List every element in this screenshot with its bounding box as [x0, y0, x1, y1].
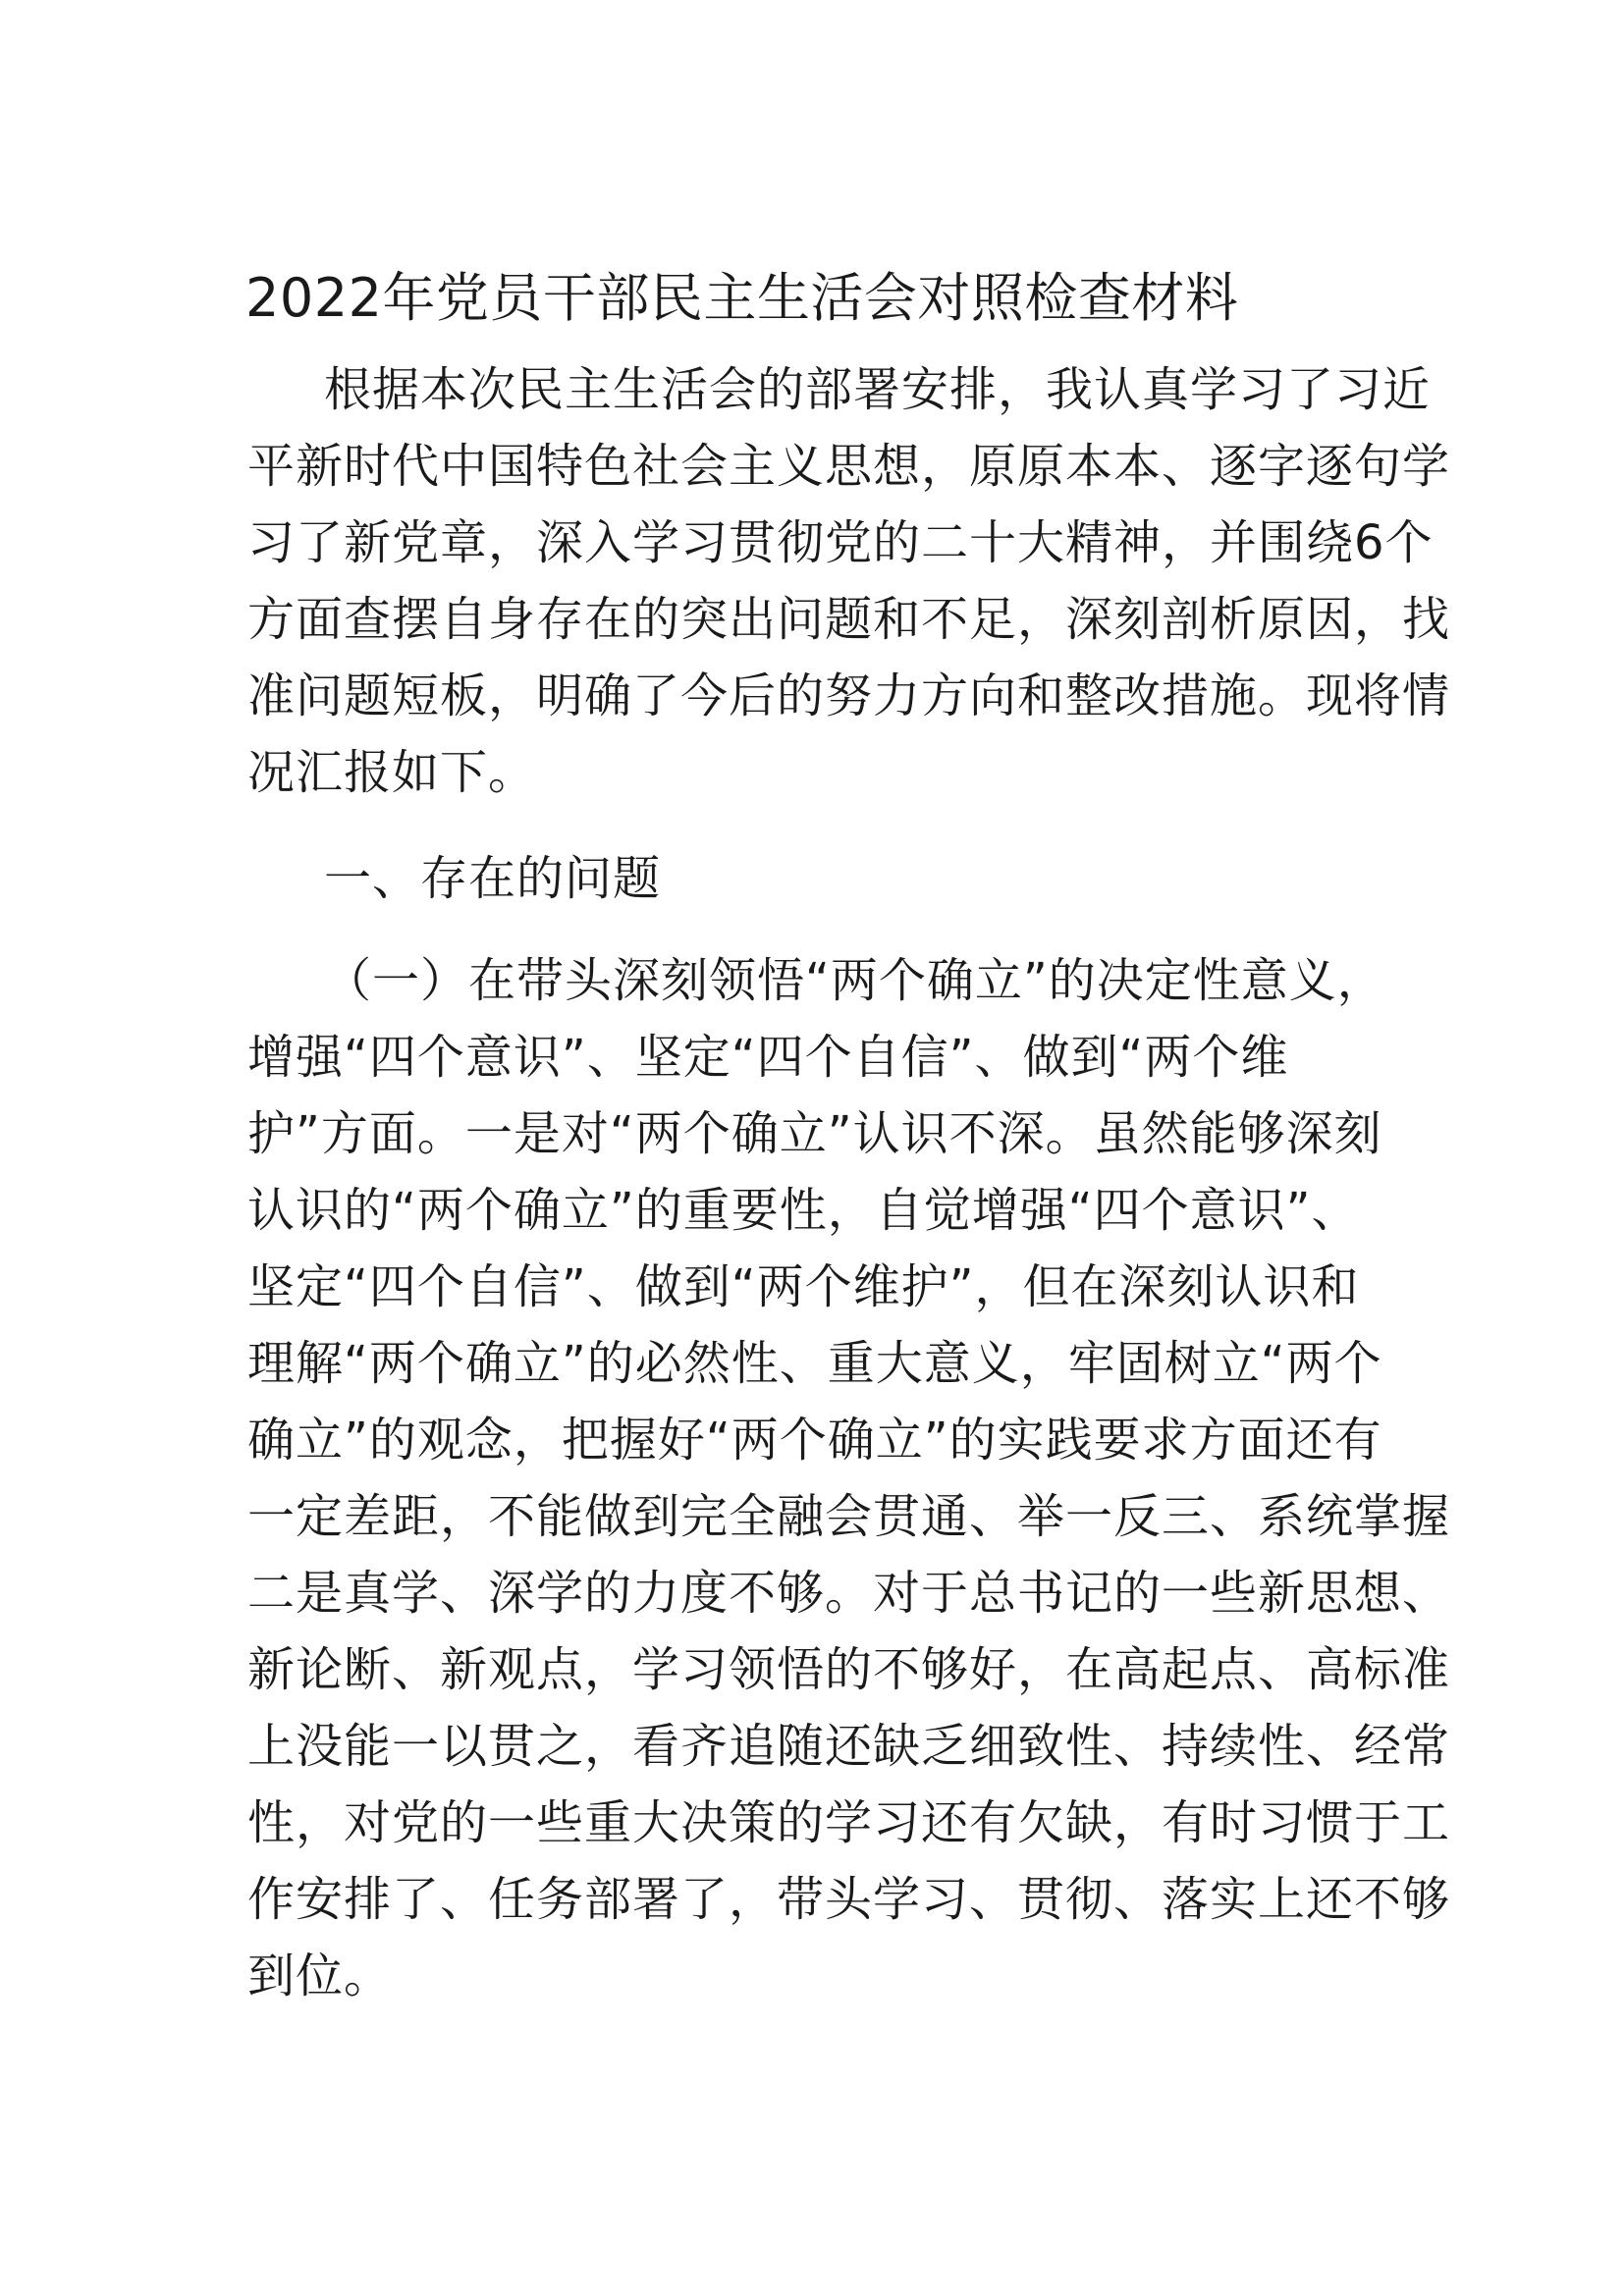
- subsection-line: （一）在带头深刻领悟“两个确立”的决定性意义，: [324, 953, 1385, 1008]
- paragraph-line: 确立”的观念，把握好“两个确立”的实践要求方面还有: [247, 1413, 1382, 1468]
- paragraph-line: 平新时代中国特色社会主义思想，原原本本、逐字逐句学: [247, 439, 1451, 494]
- paragraph-line: 新论断、新观点，学习领悟的不够好，在高起点、高标准: [247, 1642, 1451, 1697]
- paragraph-line: 习了新党章，深入学习贯彻党的二十大精神，并围绕6个: [247, 515, 1434, 570]
- paragraph-line: 二是真学、深学的力度不够。对于总书记的一些新思想、: [247, 1566, 1451, 1621]
- paragraph-line: 增强“四个意识”、坚定“四个自信”、做到“两个维: [247, 1030, 1289, 1085]
- paragraph-line: 况汇报如下。: [247, 745, 537, 800]
- paragraph-line: 方面查摆自身存在的突出问题和不足，深刻剖析原因，找: [247, 592, 1451, 647]
- paragraph-line: 理解“两个确立”的必然性、重大意义，牢固树立“两个: [247, 1336, 1382, 1391]
- paragraph-line: 认识的“两个确立”的重要性，自觉增强“四个意识”、: [247, 1183, 1360, 1238]
- paragraph-line: 一定差距，不能做到完全融会贯通、举一反三、系统掌握: [247, 1489, 1451, 1544]
- document-title: 2022年党员干部民主生活会对照检查材料: [245, 267, 1239, 329]
- paragraph-line: 到位。: [247, 1949, 393, 2003]
- paragraph-line: 上没能一以贯之，看齐追随还缺乏细致性、持续性、经常: [247, 1719, 1451, 1774]
- paragraph-line: 护”方面。一是对“两个确立”认识不深。虽然能够深刻: [247, 1106, 1382, 1161]
- paragraph-line: 性，对党的一些重大决策的学习还有欠缺，有时习惯于工: [247, 1795, 1451, 1850]
- paragraph-line: 作安排了、任务部署了，带头学习、贯彻、落实上还不够: [247, 1872, 1451, 1927]
- paragraph-line: 准问题短板，明确了今后的努力方向和整改措施。现将情: [247, 668, 1451, 723]
- section-heading: 一、存在的问题: [324, 851, 662, 906]
- paragraph-line: 坚定“四个自信”、做到“两个维护”，但在深刻认识和: [247, 1259, 1360, 1314]
- paragraph-line: 根据本次民主生活会的部署安排，我认真学习了习近: [324, 362, 1432, 417]
